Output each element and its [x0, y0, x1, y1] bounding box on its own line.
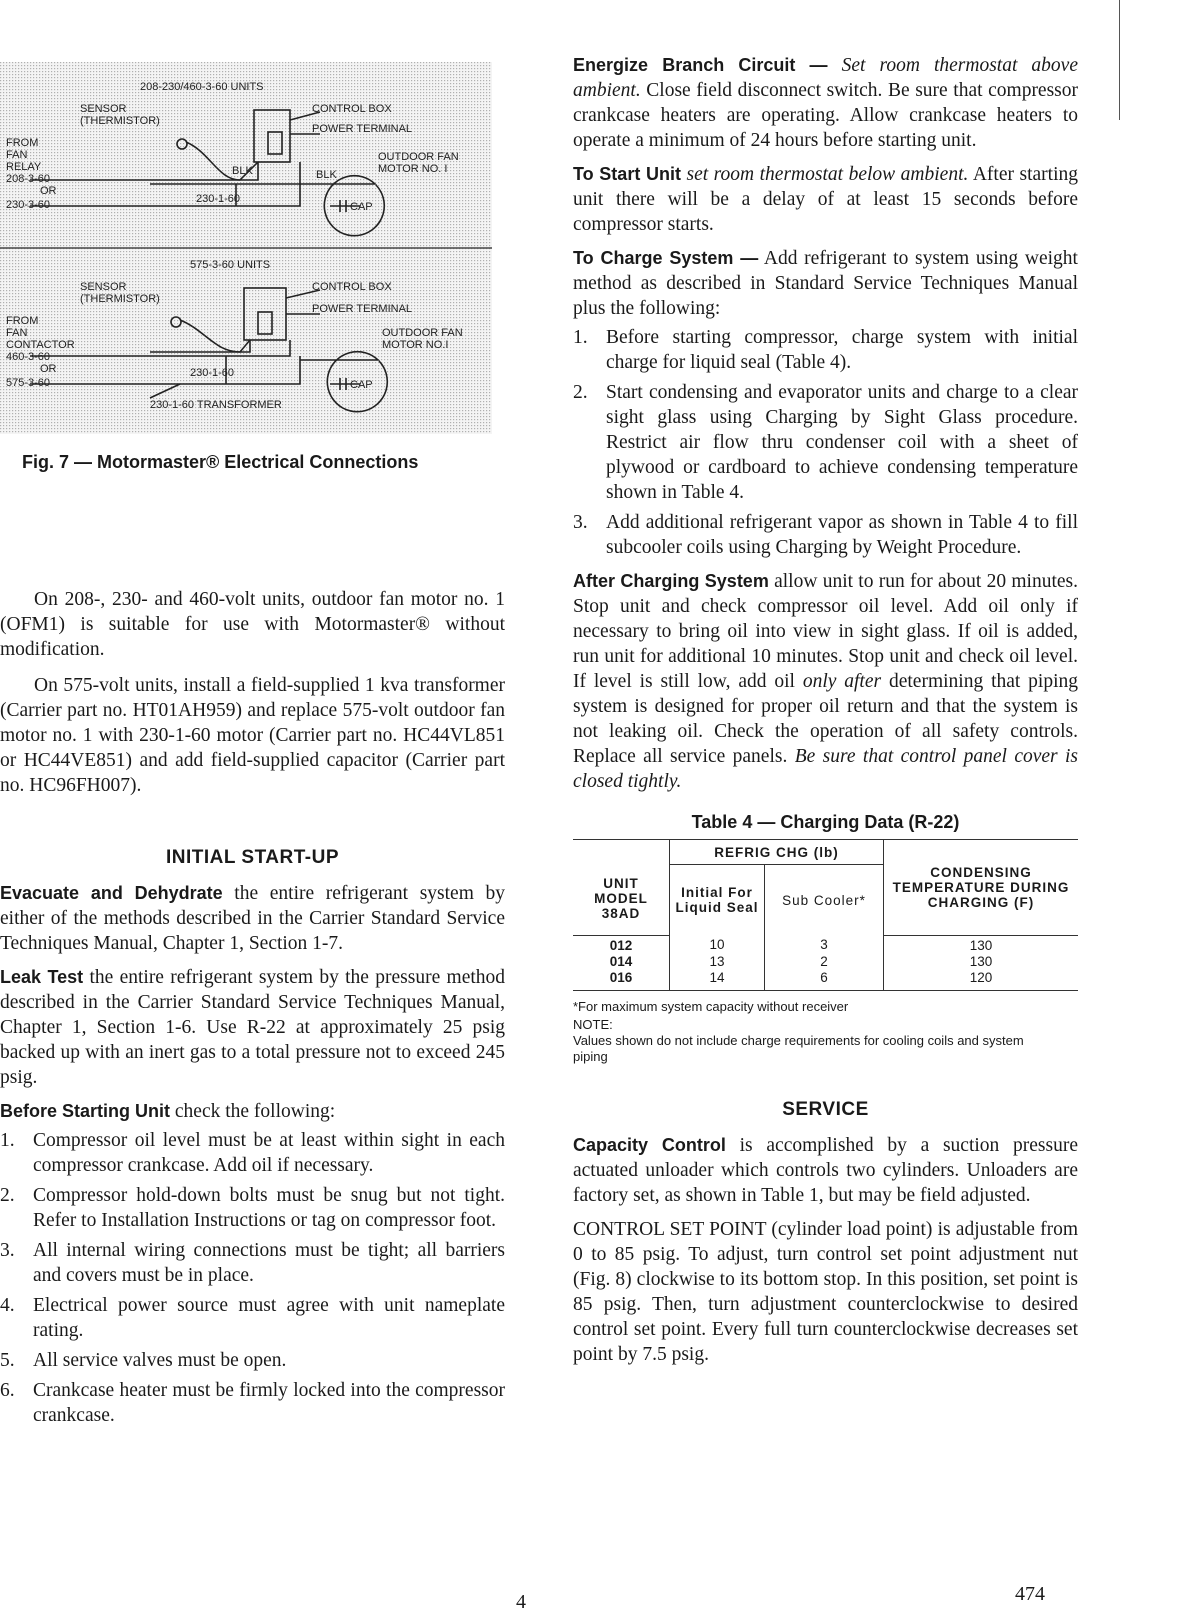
- capacity-control-text: is accomplished by a suction pressure actuated unloader which controls two cylinders. Unloaders are factory set, as shown in Table 1, but may be field adjusted.: [573, 1134, 1079, 1206]
- figure-caption: Fig. 7 — Motormaster® Electrical Connections: [22, 452, 419, 472]
- list-item: [573, 510, 1078, 560]
- list-item-text: Add additional refrigerant vapor as shown in Table 4 to fill subcooler coils using Charging by Weight Procedure.: [606, 512, 1078, 558]
- charge-system-heading: To Charge System —: [573, 248, 759, 268]
- cell-model: 012: [609, 937, 633, 953]
- list-item-number: 6.: [0, 1380, 15, 1401]
- after-charging-italic-2: Be sure that control panel cover is closed tightly.: [573, 746, 1079, 792]
- cell-model: 016: [609, 969, 633, 985]
- capacity-control-heading: Capacity Control: [573, 1134, 726, 1155]
- list-item-text: Compressor hold-down bolts must be snug but not tight. Refer to Installation Instructions or tag on compressor foot.: [33, 1185, 505, 1231]
- leak-test-heading: Leak Test: [0, 967, 84, 987]
- list-item-text: Compressor oil level must be at least within sight in each compressor crankcase. Add oil if necessary.: [33, 1130, 505, 1176]
- list-item: [0, 1348, 505, 1373]
- upper-cap-label: CAP: [350, 201, 373, 213]
- lower-sensor-label: SENSOR: [80, 281, 127, 293]
- list-item: [0, 1128, 505, 1178]
- upper-outdoor-fan-label: OUTDOOR FAN: [378, 151, 459, 163]
- upper-fan-label: FAN: [6, 149, 28, 161]
- lower-or-label: OR: [40, 363, 57, 375]
- list-item-number: 2.: [0, 1185, 15, 1206]
- table-note-text: Values shown do not include charge requirements for cooling coils and system piping: [573, 1032, 1024, 1064]
- list-item: [573, 325, 1078, 375]
- cell-temp: 120: [884, 970, 1079, 991]
- charging-data-table: [573, 839, 1078, 991]
- cell-temp: 130: [884, 935, 1079, 954]
- evacuate-text: the entire refrigerant system by either of the methods described in the Carrier Standard Service Techniques Manual, Chapter 1, Section 1-7.: [0, 883, 506, 954]
- cell-sub: 2: [765, 954, 884, 970]
- control-set-point-paragraph: CONTROL SET POINT (cylinder load point) is adjustable from 0 to 85 psig. To adjust, turn control set point adjustment nut (Fig. 8) clockwise to its bottom stop. In this position, set point is 85 psig. Then, turn adjustment counterclockwise to desired control set point. Every full turn counterclockwise decreases set point by 7.5 psig.: [573, 1218, 1078, 1365]
- lower-230-1-label: 230-1-60: [190, 367, 235, 379]
- table-title: Table 4 — Charging Data (R-22): [691, 812, 960, 832]
- leak-test-text: the entire refrigerant system by the pressure method described in the Carrier Standard Service Techniques Manual, Chapter 1, Section 1-6. Use R-22 at approximately 25 psig backed up with an inert gas to a total pressure not to exceed 245 psig.: [0, 967, 506, 1088]
- lower-title: 575-3-60 UNITS: [190, 259, 271, 271]
- upper-blk2-label: BLK: [316, 169, 337, 181]
- after-charging-text-2: determining that piping system is designed for proper oil return and that the system is not leaking oil. Check the operation of all safety controls. Replace all service panels.: [573, 671, 1079, 767]
- wiring-diagram: [0, 62, 492, 434]
- list-item: [0, 1378, 505, 1428]
- wiring-figure: [0, 62, 492, 434]
- cell-sub: 3: [765, 935, 884, 954]
- upper-208-label: 208-3-60: [6, 173, 51, 185]
- cell-model: 014: [609, 953, 633, 969]
- lower-from-label: FROM: [6, 315, 39, 327]
- table-footnote: *For maximum system capacity without receiver: [573, 998, 849, 1014]
- charge-system-paragraph: [573, 246, 1078, 321]
- capacity-control-paragraph: [573, 1133, 1078, 1208]
- upper-power-terminal-label: POWER TERMINAL: [312, 123, 413, 135]
- list-item-number: 3.: [0, 1240, 15, 1261]
- energize-text: Close field disconnect switch. Be sure that compressor crankcase heaters are operating. Allow crankcase heaters to operate a minimum of 24 hours before starting unit.: [573, 80, 1079, 151]
- upper-motor-no-label: MOTOR NO. I: [378, 163, 448, 175]
- lower-cap-label: CAP: [350, 379, 373, 391]
- before-starting-text: check the following:: [174, 1101, 336, 1122]
- upper-title: 208-230/460-3-60 UNITS: [140, 81, 264, 93]
- after-charging-heading: After Charging System: [573, 571, 769, 591]
- lower-power-terminal-label: POWER TERMINAL: [312, 303, 413, 315]
- upper-blk1-label: BLK: [232, 165, 253, 177]
- header-unit-model: UNIT MODEL 38AD: [573, 840, 670, 936]
- list-item-number: 3.: [573, 512, 588, 533]
- upper-230-1-label: 230-1-60: [196, 193, 241, 205]
- right-column: [573, 53, 1078, 1367]
- table-row: [573, 954, 1078, 970]
- header-refrig-chg: REFRIG CHG (lb): [670, 840, 884, 865]
- document-number: 474: [1015, 1583, 1045, 1605]
- lower-motor-no-label: MOTOR NO.I: [382, 339, 449, 351]
- list-item: [573, 380, 1078, 505]
- list-item-number: 4.: [0, 1295, 15, 1316]
- start-unit-paragraph: [573, 162, 1078, 237]
- header-condensing-temp: CONDENSING TEMPERATURE DURING CHARGING (F): [884, 840, 1079, 936]
- cell-initial: 13: [670, 954, 765, 970]
- list-item-text: All service valves must be open.: [33, 1350, 287, 1371]
- energize-paragraph: [573, 53, 1078, 153]
- 575-volt-paragraph: On 575-volt units, install a field-supplied 1 kva transformer (Carrier part no. HT01AH959) and replace 575-volt outdoor fan motor no. 1 with 230-1-60 motor (Carrier part no. HC44VL851 or HC44VE851) and add field-supplied capacitor (Carrier part no. HC96FH007).: [0, 675, 505, 796]
- before-starting-heading: Before Starting Unit: [0, 1101, 171, 1121]
- page-number: 4: [516, 1591, 526, 1613]
- list-item-number: 5.: [0, 1350, 15, 1371]
- lower-thermistor-label: (THERMISTOR): [80, 293, 160, 305]
- left-column: [0, 587, 505, 1428]
- ofm-paragraph: On 208-, 230- and 460-volt units, outdoor fan motor no. 1 (OFM1) is suitable for use with Motormaster® without modification.: [0, 589, 505, 660]
- upper-sensor-label: SENSOR: [80, 103, 127, 115]
- table-note-label: NOTE:: [573, 1016, 613, 1032]
- cell-temp: 130: [884, 954, 1079, 970]
- cell-sub: 6: [765, 970, 884, 991]
- after-charging-text: allow unit to run for about 20 minutes. Stop unit and check compressor oil level. Add oil only if necessary to bring oil into view in sight glass. If oil is added, run unit for additional 10 minutes. Stop unit and check oil level. If level is still low, add oil: [573, 571, 1078, 692]
- list-item-text: Start condensing and evaporator units and charge to a clear sight glass using Charging by Sight Glass procedure. Restrict air flow thru condenser coil with a sheet of plywood or cardboard to achieve condensing temperature shown in Table 4.: [606, 382, 1078, 503]
- start-unit-italic: set room thermostat below ambient.: [686, 164, 969, 185]
- initial-startup-heading: INITIAL START-UP: [165, 847, 340, 868]
- cell-initial: 10: [670, 935, 765, 954]
- list-item: [0, 1293, 505, 1343]
- list-item-text: Before starting compressor, charge system with initial charge for liquid seal (Table 4).: [606, 327, 1078, 373]
- evacuate-paragraph: [0, 881, 505, 956]
- upper-thermistor-label: (THERMISTOR): [80, 115, 160, 127]
- upper-control-box-label: CONTROL BOX: [312, 103, 392, 115]
- lower-460-label: 460-3-60: [6, 351, 51, 363]
- energize-heading: Energize Branch Circuit —: [573, 55, 828, 75]
- list-item-text: Crankcase heater must be firmly locked into the compressor crankcase.: [33, 1380, 505, 1426]
- start-unit-heading: To Start Unit: [573, 164, 681, 184]
- header-initial-charge: Initial For Liquid Seal: [670, 865, 765, 936]
- list-item-number: 1.: [573, 327, 588, 348]
- lower-575-label: 575-3-60: [6, 377, 51, 389]
- upper-or-label: OR: [40, 185, 57, 197]
- leak-test-paragraph: [0, 965, 505, 1090]
- list-item-number: 1.: [0, 1130, 15, 1151]
- list-item-number: 2.: [573, 382, 588, 403]
- before-starting-paragraph: [0, 1099, 505, 1124]
- service-heading: SERVICE: [782, 1098, 869, 1120]
- list-item-text: All internal wiring connections must be tight; all barriers and covers must be in place.: [33, 1240, 505, 1286]
- charging-steps: [573, 325, 1078, 560]
- lower-transformer-label: 230-1-60 TRANSFORMER: [150, 399, 282, 411]
- list-item-text: Electrical power source must agree with unit nameplate rating.: [33, 1295, 505, 1341]
- header-subcooler: Sub Cooler*: [765, 865, 884, 936]
- evacuate-heading: Evacuate and Dehydrate: [0, 883, 223, 903]
- lower-outdoor-fan-label: OUTDOOR FAN: [382, 327, 463, 339]
- upper-relay-label: RELAY: [6, 161, 42, 173]
- start-unit-text: After starting unit there will be a delay of at least 15 seconds before compressor starts.: [573, 164, 1078, 235]
- scan-edge-line: [1119, 0, 1120, 120]
- table-row: [573, 935, 1078, 954]
- after-charging-paragraph: [573, 569, 1078, 794]
- after-charging-italic-1: only after: [802, 671, 882, 692]
- upper-230-label: 230-3-60: [6, 199, 51, 211]
- charge-system-text: Add refrigerant to system using weight method as described in Standard Service Techniques Manual plus the following:: [573, 248, 1078, 319]
- list-item: [0, 1183, 505, 1233]
- list-item: [0, 1238, 505, 1288]
- cell-initial: 14: [670, 970, 765, 991]
- table-row: [573, 970, 1078, 991]
- lower-control-box-label: CONTROL BOX: [312, 281, 392, 293]
- upper-from-label: FROM: [6, 137, 39, 149]
- lower-contactor-label: CONTACTOR: [6, 339, 75, 351]
- energize-italic: Set room thermostat above ambient.: [573, 55, 1078, 101]
- startup-checklist: [0, 1128, 505, 1428]
- lower-fan-label: FAN: [6, 327, 28, 339]
